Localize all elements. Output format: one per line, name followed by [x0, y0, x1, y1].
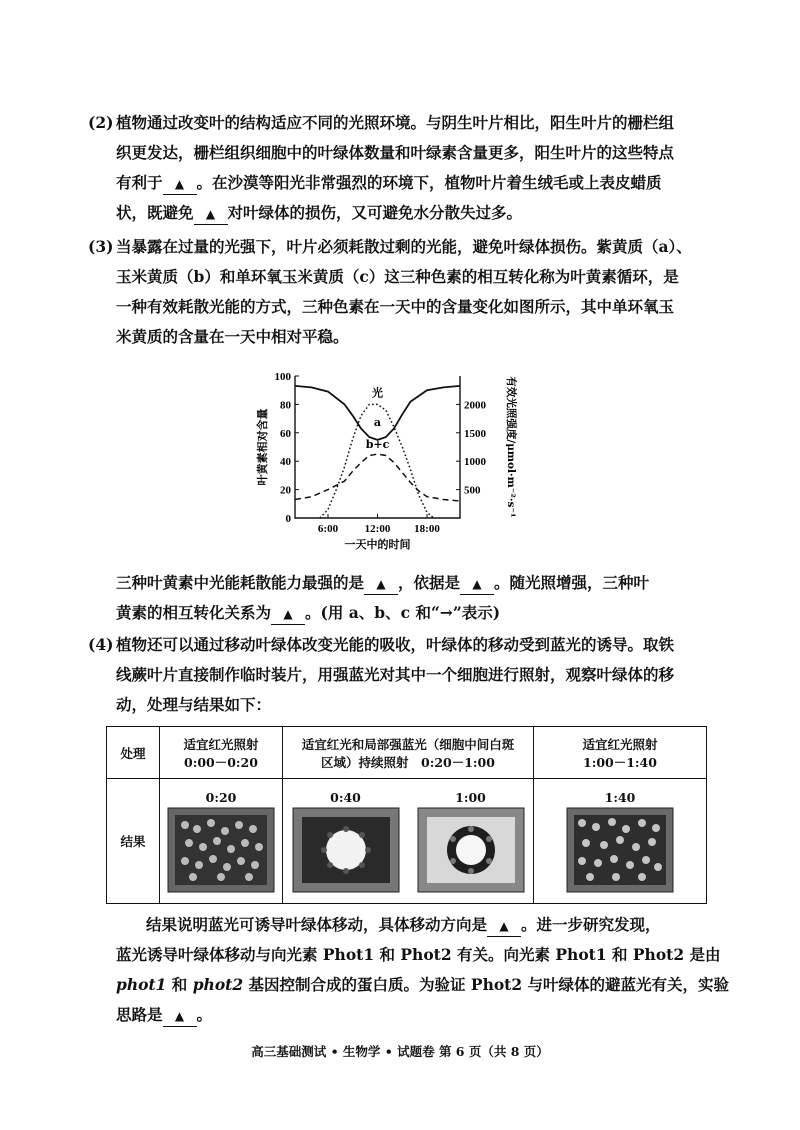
y-left-tick-label: 40 [280, 456, 291, 469]
treatment-2: 适宜红光和局部强蓝光（细胞中间白斑 区域）持续照射 0:20－1:00 [283, 727, 534, 779]
y-left-tick-label: 0 [285, 513, 291, 525]
text-line: 米黄质的含量在一天中相对平稳。 [116, 327, 349, 346]
series-label: 光 [372, 386, 383, 400]
text-line: 黄素的相互转化关系为 ▲ 。(用 a、b、c 和“→”表示) [116, 598, 756, 628]
answer-blank[interactable]: ▲ [271, 603, 305, 625]
time-label: 1:00 [455, 789, 486, 805]
page-footer: 高三基础测试 • 生物学 • 试题卷 第 6 页（共 8 页） [251, 1044, 549, 1059]
cell-image-ring [417, 807, 525, 893]
result-cell-2 [283, 779, 534, 904]
text-line: 有利于 ▲ 。在沙漠等阳光非常强烈的环境下，植物叶片着生绒毛或上表皮蜡质 [116, 168, 728, 198]
question-number: (2) [88, 113, 114, 132]
text-line: 一种有效耗散光能的方式，三种色素在一天中的含量变化如图所示，其中单环氧玉 [116, 297, 675, 316]
y-left-tick-label: 100 [274, 371, 291, 383]
time-label: 0:20 [205, 789, 237, 805]
y-right-tick-label: 1000 [464, 456, 486, 469]
x-tick-label: 12:00 [364, 523, 391, 535]
x-tick-label: 18:00 [414, 523, 440, 535]
series-line-dashed [295, 454, 460, 501]
series-label: b+c [365, 438, 390, 452]
text-line: 植物还可以通过移动叶绿体改变光能的吸收，叶绿体的移动受到蓝光的诱导。取铁 [116, 635, 675, 654]
cell-image-uniform [167, 807, 275, 893]
text-line: 线蕨叶片直接制作临时装片，用强蓝光对其中一个细胞进行照射，观察叶绿体的移 [116, 665, 675, 684]
text-line: 玉米黄质（b）和单环氧玉米黄质（c）这三种色素的相互转化称为叶黄素循环，是 [116, 267, 679, 286]
question-2 [88, 108, 728, 228]
answer-blank[interactable]: ▲ [194, 203, 228, 225]
y-left-tick-label: 20 [280, 484, 291, 497]
y-right-tick-label: 2000 [464, 399, 486, 412]
cell-image-dispersed [566, 807, 674, 893]
text-line: 三种叶黄素中光能耗散能力最强的是 ▲ ，依据是 ▲ 。随光照增强，三种叶 [116, 568, 756, 598]
cell-image-ring-forming [292, 807, 400, 893]
text-line: phot1 和 phot2 基因控制合成的蛋白质。为验证 Phot2 与叶绿体的避蓝光有关，实验 [116, 975, 730, 994]
question-4-continued [116, 910, 756, 1030]
y-left-tick-label: 80 [280, 399, 291, 412]
row-label-result: 结果 [107, 779, 160, 904]
treatment-3: 适宜红光照射 1:00－1:40 [534, 727, 707, 779]
results-table [106, 726, 707, 904]
text-line: 织更发达，栅栏组织细胞中的叶绿体数量和叶绿素含量更多，阳生叶片的这些特点 [116, 143, 675, 162]
time-label: 0:40 [330, 789, 361, 805]
series-label: a [373, 415, 382, 429]
plot-area [255, 371, 518, 551]
question-number: (4) [88, 635, 114, 654]
x-axis-label: 一天中的时间 [344, 538, 411, 551]
treatment-1: 适宜红光照射 0:00－0:20 [160, 727, 283, 779]
text-line: 当暴露在过量的光强下，叶片必须耗散过剩的光能，避免叶绿体损伤。紫黄质（a）、 [116, 237, 692, 256]
question-3 [88, 232, 728, 352]
text-line: 动，处理与结果如下： [116, 695, 272, 714]
y-right-axis-label: 有效光照强度/μmol·m⁻²·s⁻¹ [505, 376, 517, 518]
question-3-continued [116, 568, 756, 628]
x-tick-label: 6:00 [317, 523, 339, 535]
text-line: 植物通过改变叶的结构适应不同的光照环境。与阴生叶片相比，阳生叶片的栅栏组 [116, 113, 675, 132]
y-right-tick-label: 1500 [464, 427, 486, 440]
question-4 [88, 630, 728, 720]
y-left-tick-label: 60 [280, 427, 291, 440]
question-number: (3) [88, 237, 114, 256]
answer-blank[interactable]: ▲ [163, 1005, 197, 1027]
text-line: 结果说明蓝光可诱导叶绿体移动，具体移动方向是 ▲ 。进一步研究发现， [116, 910, 756, 940]
answer-blank[interactable]: ▲ [364, 573, 398, 595]
text-line: 思路是 ▲ 。 [116, 1000, 756, 1030]
text-line: 状，既避免 ▲ 对叶绿体的损伤，又可避免水分散失过多。 [116, 198, 728, 228]
y-left-axis-label: 叶黄素相对含量 [256, 408, 269, 486]
answer-blank[interactable]: ▲ [163, 173, 197, 195]
row-label-treatment: 处理 [107, 727, 160, 779]
result-cell-3 [534, 779, 707, 904]
time-label: 1:40 [604, 789, 636, 805]
answer-blank[interactable]: ▲ [487, 915, 521, 937]
xanthophyll-chart [250, 360, 530, 560]
y-right-tick-label: 500 [464, 484, 481, 497]
text-line: 蓝光诱导叶绿体移动与向光素 Phot1 和 Phot2 有关。向光素 Phot1 和 Phot2 是由 [116, 945, 721, 964]
result-cell-1 [160, 779, 283, 904]
answer-blank[interactable]: ▲ [460, 573, 494, 595]
